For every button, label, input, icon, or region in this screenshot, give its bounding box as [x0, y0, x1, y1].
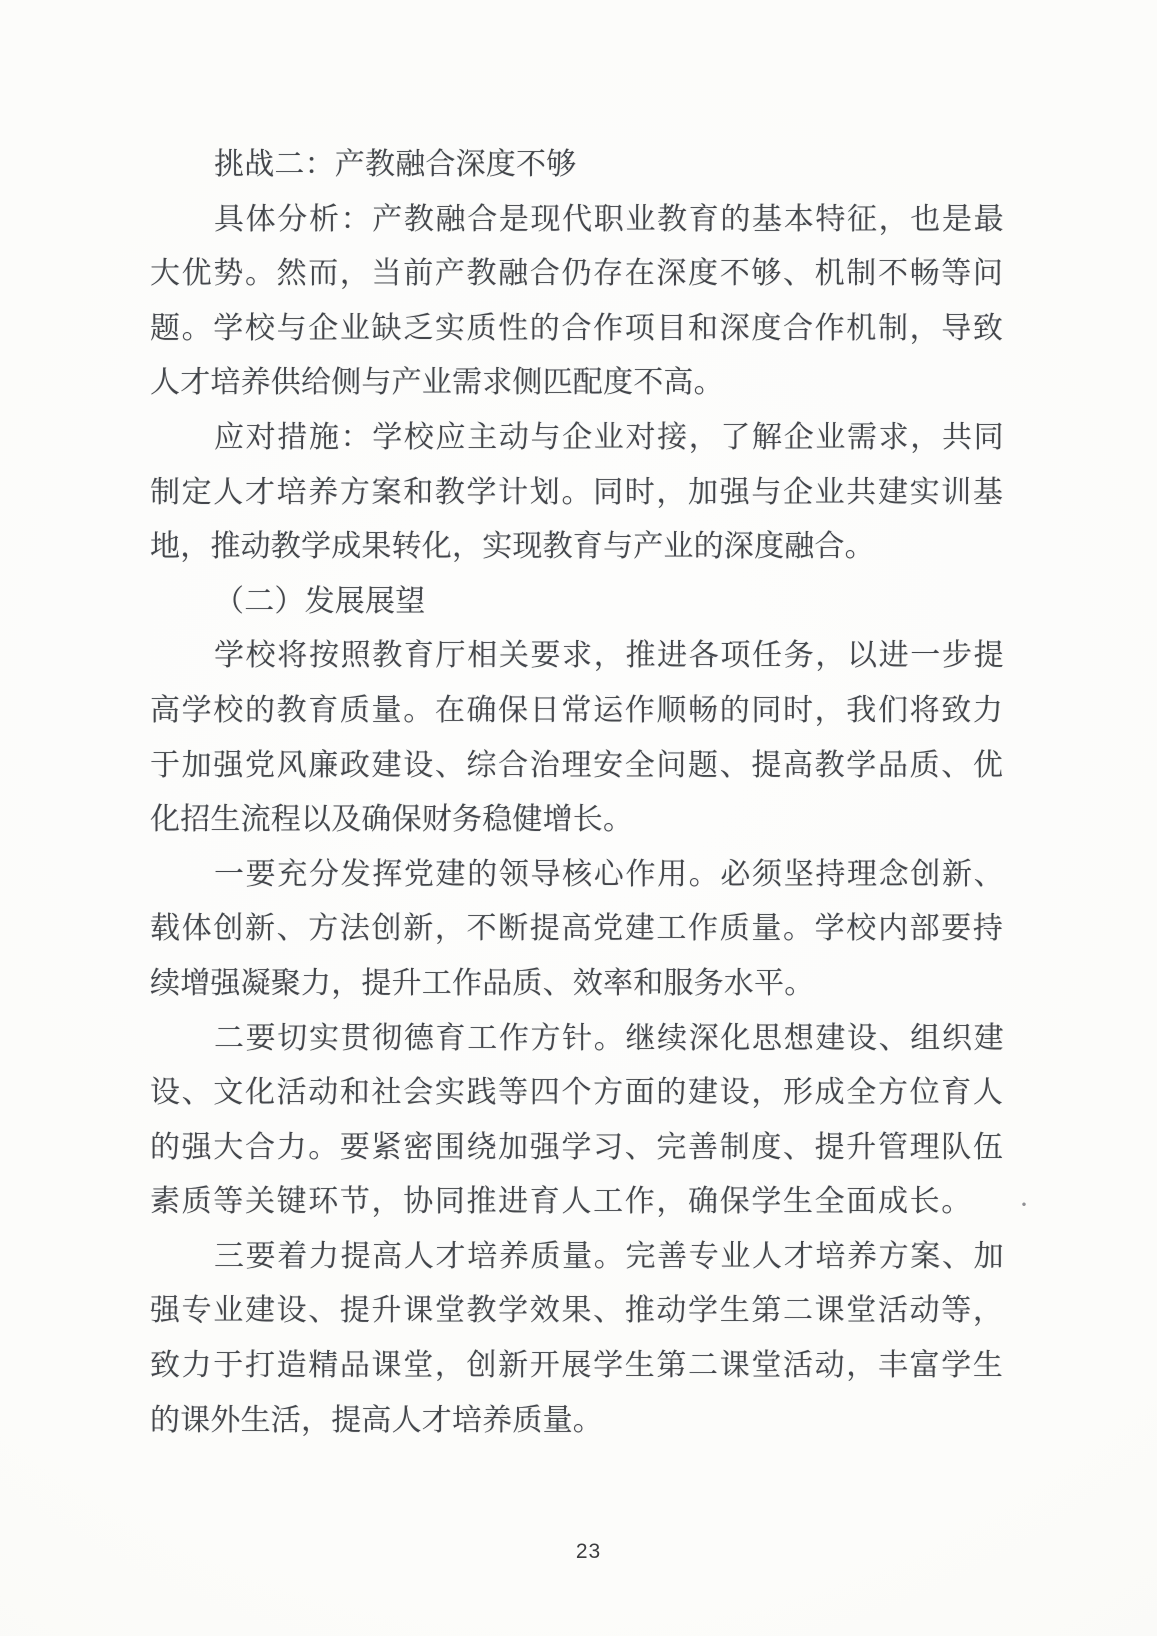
text-line: 大优势。然而，当前产教融合仍存在深度不够、机制不畅等问: [150, 257, 1005, 291]
scan-artifact-dot: ·: [1019, 1188, 1029, 1221]
section-2-heading: [150, 575, 1006, 630]
challenge-2-analysis: [150, 193, 1006, 411]
text-line: 制定人才培养方案和教学计划。同时，加强与企业共建实训基: [150, 475, 1005, 509]
page-number: 23: [575, 1540, 602, 1563]
page-footer: [10, 1540, 1157, 1564]
text-line: 题。学校与企业缺乏实质性的合作项目和深度合作机制，导致: [150, 311, 1005, 345]
text-line: 素质等关键环节，协同推进育人工作，确保学生全面成长。: [150, 1185, 973, 1219]
text-line: 的课外生活，提高人才培养质量。: [150, 1403, 603, 1437]
text-line: （二）发展展望: [214, 584, 426, 618]
document-body: [150, 138, 1006, 1448]
text-line: 三要着力提高人才培养质量。完善专业人才培养方案、加: [214, 1239, 1006, 1273]
text-line: 载体创新、方法创新，不断提高党建工作质量。学校内部要持: [150, 912, 1005, 946]
text-line: 一要充分发挥党建的领导核心作用。必须坚持理念创新、: [214, 857, 1006, 891]
text-line: 化招生流程以及确保财务稳健增长。: [150, 803, 634, 837]
text-line: 人才培养供给侧与产业需求侧匹配度不高。: [150, 366, 724, 400]
text-line: 高学校的教育质量。在确保日常运作顺畅的同时，我们将致力: [150, 693, 1005, 727]
text-line: 强专业建设、提升课堂教学效果、推动学生第二课堂活动等，: [150, 1294, 1005, 1328]
point-1-party-building: [150, 848, 1006, 1012]
text-line: 应对措施：学校应主动与企业对接，了解企业需求，共同: [214, 420, 1006, 454]
text-line: 致力于打造精品课堂，创新开展学生第二课堂活动，丰富学生: [150, 1349, 1005, 1383]
text-line: 的强大合力。要紧密围绕加强学习、完善制度、提升管理队伍: [150, 1130, 1005, 1164]
text-line: 挑战二：产教融合深度不够: [214, 148, 577, 181]
text-line: 于加强党风廉政建设、综合治理安全问题、提高教学品质、优: [150, 748, 1005, 782]
text-line: 二要切实贯彻德育工作方针。继续深化思想建设、组织建: [214, 1021, 1006, 1055]
text-line: 设、文化活动和社会实践等四个方面的建设，形成全方位育人: [150, 1076, 1005, 1110]
outlook-intro: [150, 629, 1006, 847]
text-line: 续增强凝聚力，提升工作品质、效率和服务水平。: [150, 966, 815, 1000]
challenge-2-heading: [150, 138, 1006, 193]
point-3-talent-quality: [150, 1230, 1006, 1448]
challenge-2-measures: [150, 411, 1006, 575]
text-line: 具体分析：产教融合是现代职业教育的基本特征，也是最: [214, 202, 1006, 236]
point-2-moral-education: [150, 1012, 1006, 1230]
text-line: 学校将按照教育厅相关要求，推进各项任务，以进一步提: [214, 639, 1006, 673]
text-line: 地，推动教学成果转化，实现教育与产业的深度融合。: [150, 530, 875, 564]
